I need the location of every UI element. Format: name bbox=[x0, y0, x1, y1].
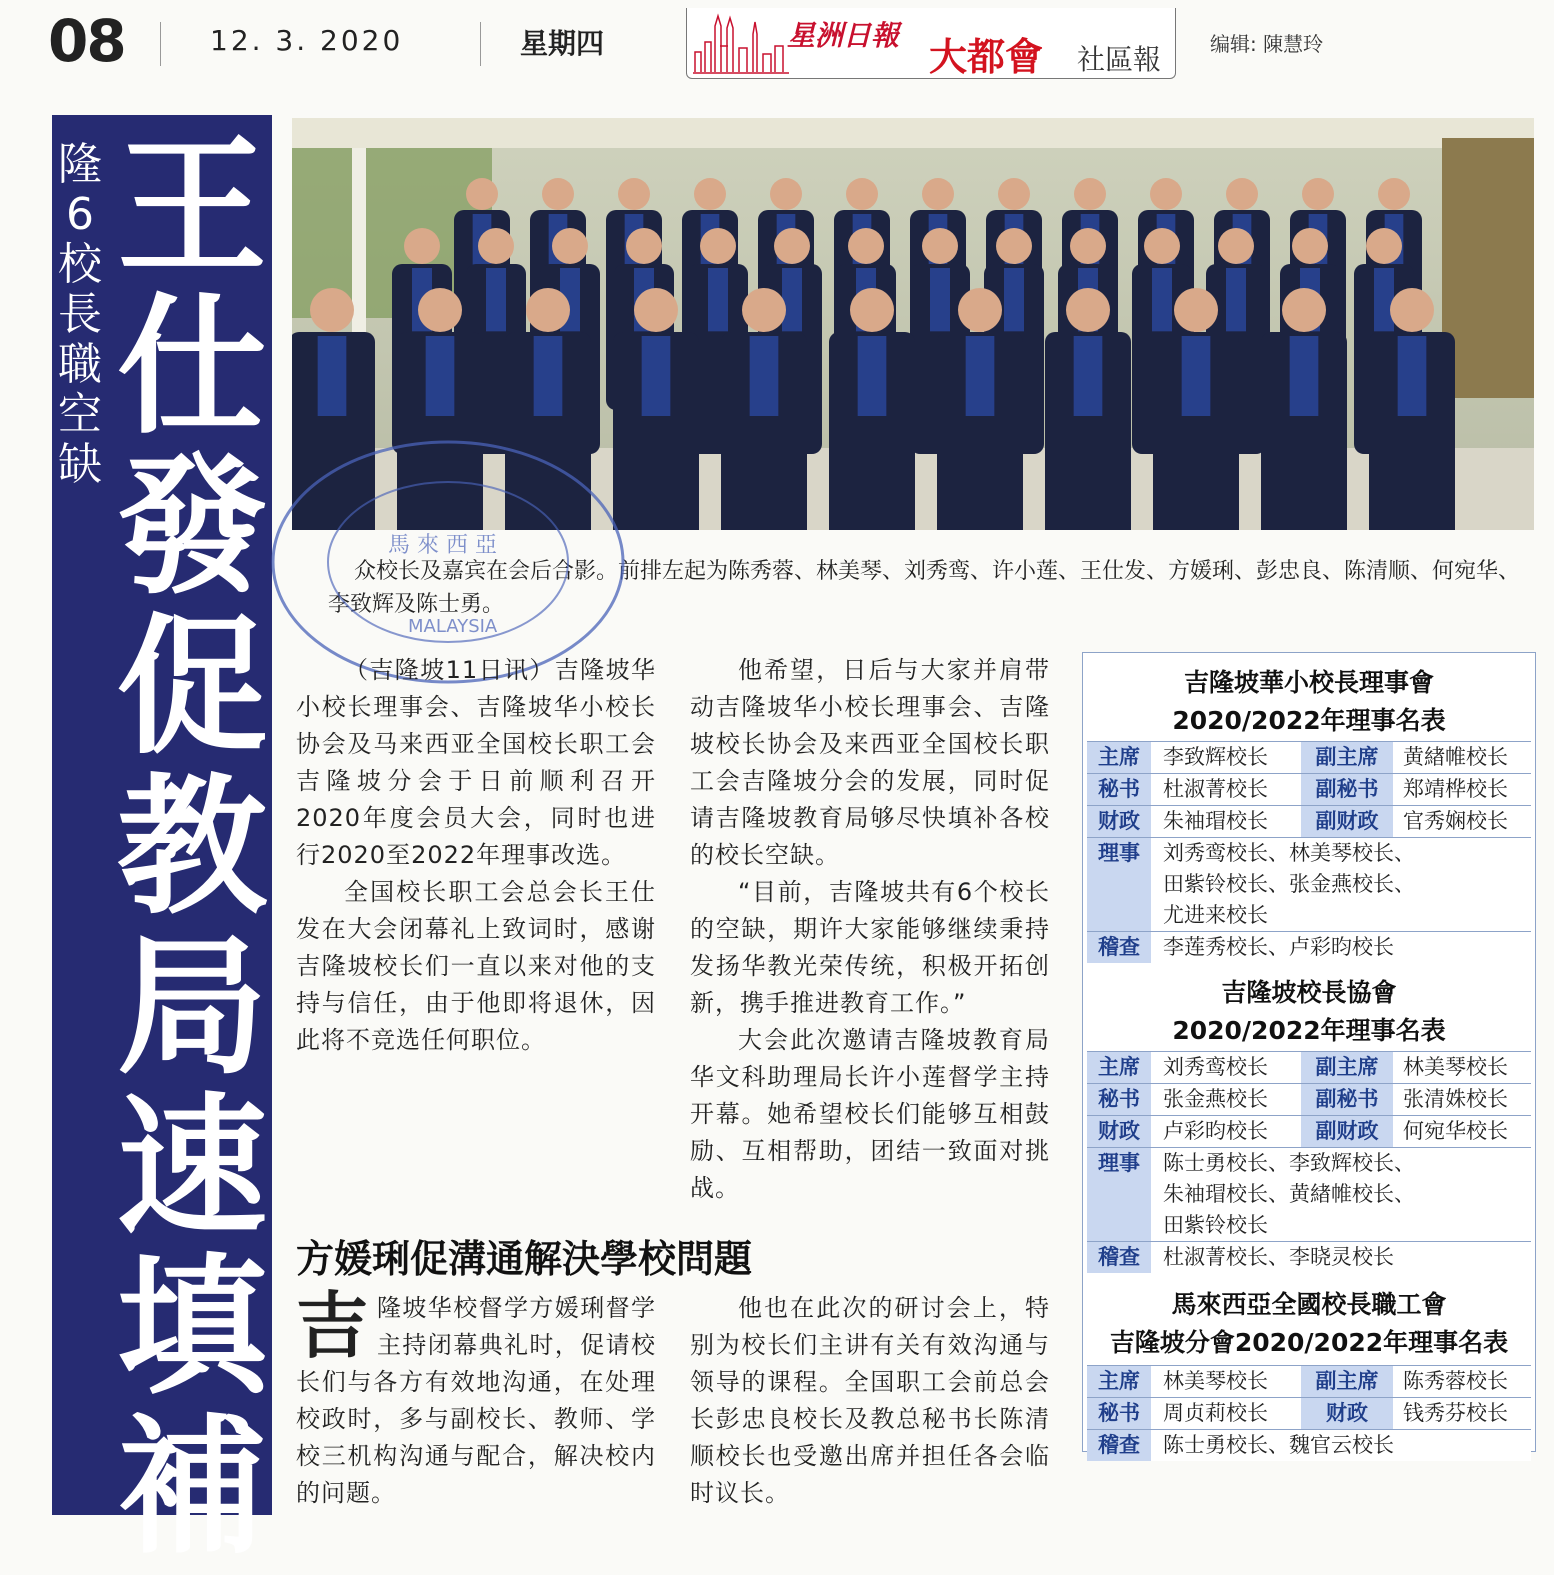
member-name: 陈士勇校长、魏官云校长 bbox=[1163, 1433, 1394, 1457]
role-label: 秘书 bbox=[1087, 774, 1151, 805]
issue-date: 12. 3. 2020 bbox=[210, 24, 404, 57]
role-label: 稽查 bbox=[1087, 1242, 1151, 1273]
person-shirt bbox=[1374, 268, 1394, 331]
role-label: 秘书 bbox=[1087, 1398, 1151, 1429]
role-label: 副秘书 bbox=[1301, 1084, 1393, 1115]
person-face bbox=[404, 228, 440, 264]
person-face bbox=[1144, 228, 1180, 264]
association-subtitle: 2020/2022年理事名表 bbox=[1172, 1016, 1446, 1045]
role-label: 副主席 bbox=[1301, 1366, 1393, 1397]
member-name: 杜淑菁校长、李晓灵校长 bbox=[1163, 1245, 1394, 1269]
role-label: 副秘书 bbox=[1301, 774, 1393, 805]
person-shirt bbox=[426, 336, 455, 416]
member-name: 杜淑菁校长 bbox=[1163, 777, 1268, 801]
association-title: 吉隆坡校長協會 bbox=[1221, 978, 1397, 1007]
person-face bbox=[922, 178, 954, 210]
member-name: 陈士勇校长、李致辉校长、 bbox=[1163, 1151, 1415, 1175]
person-face bbox=[922, 228, 958, 264]
city-skyline-icon bbox=[693, 12, 789, 74]
person-face bbox=[418, 288, 462, 332]
person-face bbox=[996, 228, 1032, 264]
role-label: 副财政 bbox=[1301, 806, 1393, 837]
person-face bbox=[848, 228, 884, 264]
member-name: 刘秀鸾校长 bbox=[1163, 1055, 1268, 1079]
member-name: 朱袖瑁校长、黄緖帷校长、 bbox=[1163, 1182, 1415, 1206]
article-paragraph: 他希望，日后与大家并肩带动吉隆坡华小校长理事会、吉隆坡校长协会及来西亚全国校长职工会吉隆坡分会的发展，同时促请吉隆坡教育局够尽快填补各校的校长空缺。 bbox=[690, 656, 1050, 869]
council-title: 吉隆坡華小校長理事會 bbox=[1183, 668, 1434, 697]
person-face bbox=[618, 178, 650, 210]
person-face bbox=[846, 178, 878, 210]
person-face bbox=[1066, 288, 1110, 332]
role-label: 财政 bbox=[1087, 806, 1151, 837]
person-shirt bbox=[534, 336, 563, 416]
masthead-section-name: 大都會 bbox=[929, 35, 1044, 79]
person-shirt bbox=[966, 336, 995, 416]
member-name: 李莲秀校长、卢彩昀校长 bbox=[1163, 935, 1394, 959]
masthead-community-label: 社區報 bbox=[1077, 43, 1162, 76]
person-face bbox=[774, 228, 810, 264]
member-name: 李致辉校长 bbox=[1163, 745, 1268, 769]
article-column-1 bbox=[296, 652, 656, 1059]
table-row bbox=[1087, 1365, 1531, 1397]
table-row bbox=[1087, 805, 1531, 837]
union-table bbox=[1087, 1365, 1531, 1461]
person-face bbox=[552, 228, 588, 264]
table-row bbox=[1087, 837, 1531, 931]
person-face bbox=[466, 178, 498, 210]
stamp-top-text: 馬 來 西 亞 bbox=[388, 533, 497, 558]
person-shirt bbox=[930, 268, 950, 331]
person-face bbox=[1218, 228, 1254, 264]
article-column-2 bbox=[690, 652, 1050, 1207]
article-column-3 bbox=[296, 1284, 656, 1512]
person-face bbox=[1378, 178, 1410, 210]
member-name: 林美琴校长 bbox=[1403, 1055, 1508, 1079]
role-label: 秘书 bbox=[1087, 1084, 1151, 1115]
person-face bbox=[742, 288, 786, 332]
masthead-paper-name: 星洲日報 bbox=[787, 19, 900, 52]
table-row bbox=[1087, 1115, 1531, 1147]
role-label: 副主席 bbox=[1301, 742, 1393, 773]
member-name: 尤进来校长 bbox=[1163, 903, 1268, 927]
table-row bbox=[1087, 1083, 1531, 1115]
article-paragraph: 他也在此次的研讨会上，特别为校长们主讲有关有效沟通与领导的课程。全国职工会前总会长彭忠良校长及教总秘书长陈清顺校长也受邀出席并担任各会临时议长。 bbox=[690, 1294, 1050, 1507]
person-face bbox=[1292, 228, 1328, 264]
role-label: 理事 bbox=[1087, 838, 1151, 931]
person-face bbox=[634, 288, 678, 332]
person-shirt bbox=[750, 336, 779, 416]
member-name: 钱秀芬校长 bbox=[1403, 1401, 1508, 1425]
headline-kicker: 隆6校長職空缺 bbox=[58, 139, 102, 490]
person-face bbox=[626, 228, 662, 264]
member-name: 官秀娴校长 bbox=[1403, 809, 1508, 833]
person-face bbox=[1150, 178, 1182, 210]
member-name: 张金燕校长 bbox=[1163, 1087, 1268, 1111]
table-row bbox=[1087, 1397, 1531, 1429]
person-shirt bbox=[1226, 268, 1246, 331]
council-subtitle: 2020/2022年理事名表 bbox=[1172, 706, 1446, 735]
role-label: 主席 bbox=[1087, 742, 1151, 773]
article-paragraph: “目前，吉隆坡共有6个校长的空缺，期许大家能够继续秉持发扬华教光荣传统，积极开拓创新，携手推进教育工作。” bbox=[690, 878, 1050, 1017]
person-face bbox=[478, 228, 514, 264]
person-face bbox=[1074, 178, 1106, 210]
table-row bbox=[1087, 1147, 1531, 1241]
person-face bbox=[1070, 228, 1106, 264]
person-face bbox=[542, 178, 574, 210]
person-shirt bbox=[858, 336, 887, 416]
person-face bbox=[850, 288, 894, 332]
person-face bbox=[958, 288, 1002, 332]
person-face bbox=[526, 288, 570, 332]
association-table bbox=[1087, 1051, 1531, 1273]
person-shirt bbox=[1152, 268, 1172, 331]
person-face bbox=[700, 228, 736, 264]
photo-caption: 众校长及嘉宾在会后合影。前排左起为陈秀蓉、林美琴、刘秀鸾、许小莲、王仕发、方媛琍、彭忠良、陈清顺、何宛华、李致辉及陈士勇。 bbox=[328, 559, 1521, 617]
union-subtitle: 吉隆坡分會2020/2022年理事名表 bbox=[1109, 1328, 1509, 1357]
person-shirt bbox=[318, 336, 347, 416]
person-shirt bbox=[1290, 336, 1319, 416]
person-face bbox=[1390, 288, 1434, 332]
role-label: 副财政 bbox=[1301, 1116, 1393, 1147]
role-label: 财政 bbox=[1301, 1398, 1393, 1429]
member-name: 张清姝校长 bbox=[1403, 1087, 1508, 1111]
role-label: 主席 bbox=[1087, 1052, 1151, 1083]
person-shirt bbox=[708, 268, 728, 331]
person-face bbox=[1366, 228, 1402, 264]
table-row bbox=[1087, 741, 1531, 773]
headline-title: 王仕發促教局速填補 bbox=[116, 121, 267, 1575]
person-face bbox=[1282, 288, 1326, 332]
union-title: 馬來西亞全國校長職工會 bbox=[1171, 1290, 1447, 1319]
member-name: 朱袖瑁校长 bbox=[1163, 809, 1268, 833]
masthead bbox=[686, 8, 1176, 79]
committee-sidebar bbox=[1082, 652, 1536, 1457]
member-name: 黄緖帷校长 bbox=[1403, 745, 1508, 769]
table-row bbox=[1087, 1429, 1531, 1461]
member-name: 田紫铃校长 bbox=[1163, 1213, 1268, 1237]
header-divider bbox=[160, 22, 161, 66]
member-name: 陈秀蓉校长 bbox=[1403, 1369, 1508, 1393]
stamp-bottom-text: MALAYSIA bbox=[408, 616, 498, 637]
person-shirt bbox=[486, 268, 506, 331]
person-face bbox=[770, 178, 802, 210]
editor-credit: 编辑: 陳慧玲 bbox=[1210, 32, 1324, 56]
person-face bbox=[998, 178, 1030, 210]
header-divider bbox=[480, 22, 481, 66]
member-name: 何宛华校长 bbox=[1403, 1119, 1508, 1143]
drop-cap: 吉 bbox=[296, 1284, 370, 1368]
person-face bbox=[1174, 288, 1218, 332]
article-paragraph: 全国校长职工会总会长王仕发在大会闭幕礼上致词时，感谢吉隆坡校长们一直以来对他的支持与信任，由于他即将退休，因此将不竞选任何职位。 bbox=[296, 878, 656, 1054]
member-name: 郑靖桦校长 bbox=[1403, 777, 1508, 801]
person-face bbox=[694, 178, 726, 210]
page-number: 08 bbox=[48, 7, 125, 75]
person-shirt bbox=[1074, 336, 1103, 416]
table-row bbox=[1087, 1051, 1531, 1083]
article-subheading: 方媛琍促溝通解決學校問題 bbox=[296, 1237, 753, 1281]
person-shirt bbox=[642, 336, 671, 416]
person-face bbox=[1302, 178, 1334, 210]
member-name: 林美琴校长 bbox=[1163, 1369, 1268, 1393]
role-label: 理事 bbox=[1087, 1148, 1151, 1241]
person-shirt bbox=[1182, 336, 1211, 416]
article-paragraph: 大会此次邀请吉隆坡教育局华文科助理局长许小莲督学主持开幕。她希望校长们能够互相鼓励、互相帮助，团结一致面对挑战。 bbox=[690, 1026, 1050, 1202]
weekday: 星期四 bbox=[520, 27, 605, 60]
article-column-4 bbox=[690, 1290, 1050, 1512]
member-name: 刘秀鸾校长、林美琴校长、 bbox=[1163, 841, 1415, 865]
person-shirt bbox=[782, 268, 802, 331]
article-paragraph: 隆坡华校督学方媛琍督学主持闭幕典礼时，促请校长们与各方有效地沟通，在处理校政时，多与副校长、教师、学校三机构沟通与配合，解决校内的问题。 bbox=[296, 1294, 656, 1507]
person-shirt bbox=[1398, 336, 1427, 416]
person-shirt bbox=[1004, 268, 1024, 331]
role-label: 稽查 bbox=[1087, 932, 1151, 963]
table-row bbox=[1087, 1241, 1531, 1273]
role-label: 稽查 bbox=[1087, 1430, 1151, 1461]
role-label: 财政 bbox=[1087, 1116, 1151, 1147]
member-name: 周贞莉校长 bbox=[1163, 1401, 1268, 1425]
role-label: 副主席 bbox=[1301, 1052, 1393, 1083]
member-name: 田紫铃校长、张金燕校长、 bbox=[1163, 872, 1415, 896]
person-face bbox=[310, 288, 354, 332]
table-row bbox=[1087, 931, 1531, 963]
table-row bbox=[1087, 773, 1531, 805]
council-table bbox=[1087, 741, 1531, 963]
role-label: 主席 bbox=[1087, 1366, 1151, 1397]
person-face bbox=[1226, 178, 1258, 210]
member-name: 卢彩昀校长 bbox=[1163, 1119, 1268, 1143]
article-paragraph: （吉隆坡11日讯）吉隆坡华小校长理事会、吉隆坡华小校长协会及马来西亚全国校长职工会吉隆坡分会于日前顺利召开2020年度会员大会，同时也进行2020至2022年理事改选。 bbox=[296, 656, 656, 869]
